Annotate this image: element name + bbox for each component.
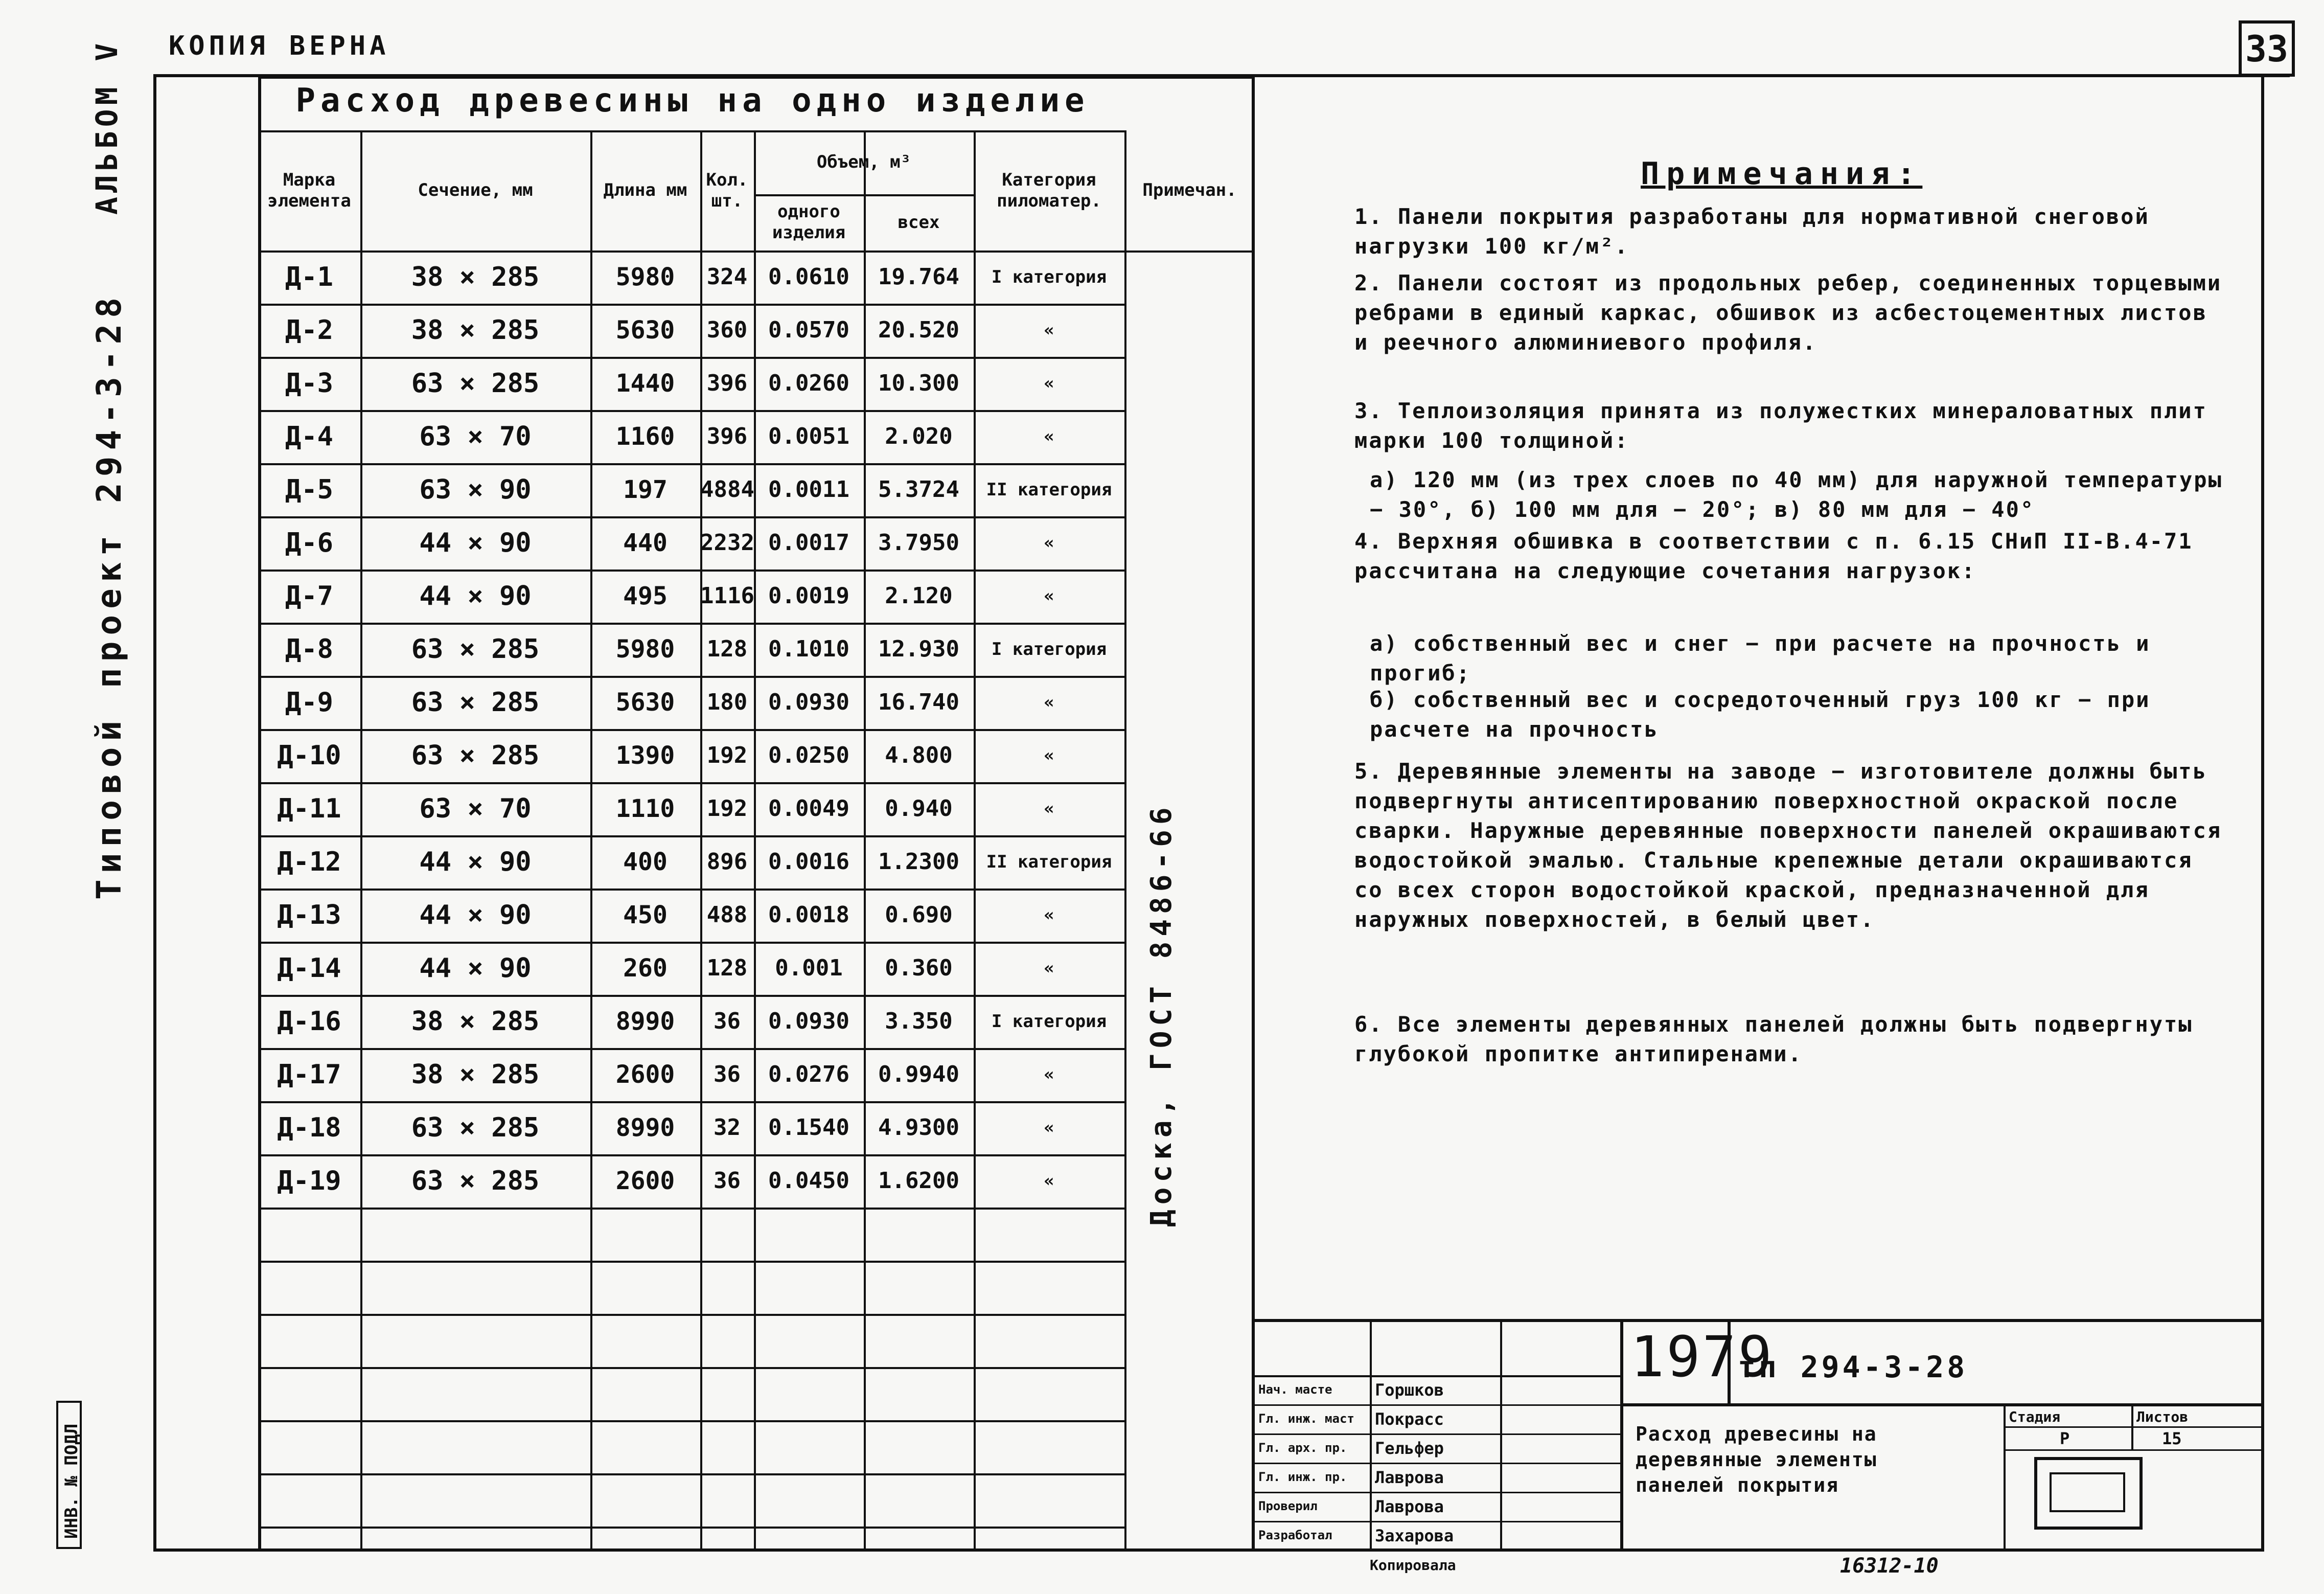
cell-cat: « — [1044, 692, 1054, 713]
cell-mark: Д-18 — [277, 1112, 341, 1143]
stamp-line — [2004, 1449, 2264, 1451]
stamp-role: Гл. арх. пр. — [1258, 1441, 1347, 1455]
cell-section: 38 × 285 — [411, 315, 540, 346]
cell-length: 2600 — [615, 1060, 675, 1089]
cell-vol-all: 0.940 — [885, 795, 953, 822]
stamp-line — [1255, 1463, 1620, 1464]
side-project-label: Типовой проект 294-3-28 — [89, 291, 129, 900]
cell-length: 1440 — [615, 369, 675, 398]
table-header-volume-one: одного изделия — [772, 201, 846, 243]
cell-qty: 396 — [706, 423, 748, 449]
cell-section: 63 × 285 — [411, 634, 540, 665]
cell-length: 197 — [623, 475, 668, 504]
cell-qty: 396 — [706, 370, 748, 396]
cell-length: 5630 — [615, 688, 675, 717]
cell-section: 63 × 285 — [411, 740, 540, 771]
note-item: а) 120 мм (из трех слоев по 40 мм) для наружной температуры − 30°, б) 100 мм для − 20°; в) 80 мм для − 40° — [1370, 467, 2223, 522]
table-header-volume: Объем, м³ — [816, 152, 911, 173]
stamp-line — [2004, 1426, 2264, 1428]
cell-vol-one: 0.0610 — [768, 264, 849, 290]
cell-vol-one: 0.0011 — [768, 476, 849, 503]
gost-note: Доска, ГОСТ 8486-66 — [1145, 802, 1178, 1227]
cell-vol-all: 3.350 — [885, 1008, 953, 1034]
stage-value: Р — [2060, 1429, 2070, 1448]
stamp-role: Проверил — [1258, 1499, 1318, 1513]
cell-mark: Д-8 — [285, 634, 333, 665]
cell-section: 44 × 90 — [419, 953, 532, 984]
cell-vol-one: 0.1540 — [768, 1114, 849, 1141]
cell-mark: Д-9 — [285, 687, 333, 718]
hand-number: 16312-10 — [1840, 1554, 1939, 1578]
cell-vol-all: 4.800 — [885, 742, 953, 768]
cell-vol-one: 0.0016 — [768, 849, 849, 875]
cell-vol-all: 2.120 — [885, 583, 953, 609]
cell-vol-one: 0.0250 — [768, 742, 849, 768]
cell-qty: 488 — [706, 902, 748, 928]
cell-qty: 36 — [714, 1168, 741, 1194]
cell-cat: II категория — [986, 480, 1112, 500]
cell-mark: Д-4 — [285, 421, 333, 452]
cell-length: 5980 — [615, 263, 675, 291]
stamp-role: Нач. масте — [1258, 1382, 1332, 1397]
cell-vol-all: 2.020 — [885, 423, 953, 449]
cell-vol-all: 16.740 — [878, 689, 959, 715]
cell-vol-one: 0.0019 — [768, 583, 849, 609]
cell-length: 450 — [623, 901, 668, 929]
cell-mark: Д-3 — [285, 368, 333, 399]
copied-by: Копировала — [1370, 1557, 1456, 1574]
stamp-line — [1370, 1319, 1372, 1552]
stamp-role: Гл. инж. маст — [1258, 1411, 1354, 1426]
cell-qty: 4884 — [700, 476, 754, 503]
stamp-code: тп 294-3-28 — [1738, 1350, 1968, 1384]
note-item: 1. Панели покрытия разработаны для нормативной снеговой нагрузки 100 кг/м². — [1354, 204, 2150, 259]
cell-length: 400 — [623, 848, 668, 876]
cell-cat: « — [1044, 533, 1054, 553]
cell-length: 5980 — [615, 635, 675, 664]
table-line — [1124, 130, 1126, 1552]
stamp-role: Гл. инж. пр. — [1258, 1470, 1347, 1484]
stamp-year: 1979 — [1630, 1324, 1774, 1390]
stamp-line — [1255, 1433, 1620, 1435]
cell-cat: « — [1044, 1118, 1054, 1138]
cell-qty: 36 — [714, 1008, 741, 1034]
stamp-name: Лаврова — [1375, 1497, 1444, 1516]
cell-section: 63 × 70 — [419, 793, 532, 824]
table-header-section: Сечение, мм — [418, 180, 533, 201]
cell-section: 63 × 285 — [411, 687, 540, 718]
cell-qty: 1116 — [700, 583, 754, 609]
cell-qty: 2232 — [700, 530, 754, 556]
note-item: а) собственный вес и снег − при расчете на прочность и прогиб; — [1370, 631, 2151, 686]
cell-qty: 128 — [706, 636, 748, 662]
stamp-line — [1255, 1550, 1620, 1552]
cell-length: 1390 — [615, 741, 675, 770]
stamp-title: Расход древесины на деревянные элементы панелей покрытия — [1636, 1423, 1877, 1496]
table-line — [258, 1208, 1124, 1210]
note-item: 2. Панели состоят из продольных ребер, соединенных торцевыми ребрами в единый каркас, обшивок из асбестоцементных листов и реечного алюминиевого профиля. — [1354, 270, 2222, 355]
cell-vol-one: 0.0450 — [768, 1168, 849, 1194]
notes-title: Примечания: — [1641, 156, 1923, 192]
cell-length: 2600 — [615, 1167, 675, 1195]
cell-mark: Д-13 — [277, 900, 341, 930]
table-line — [258, 1367, 1124, 1369]
cell-cat: « — [1044, 1064, 1054, 1085]
cell-mark: Д-12 — [277, 847, 341, 877]
note-item: 3. Теплоизоляция принята из полужестких минераловатных плит марки 100 толщиной: — [1354, 398, 2207, 453]
cell-qty: 192 — [706, 795, 748, 822]
table-line — [258, 1527, 1124, 1529]
sheet-value: 15 — [2162, 1429, 2182, 1448]
cell-mark: Д-10 — [277, 740, 341, 771]
copy-mark: КОПИЯ ВЕРНА — [169, 31, 390, 61]
stamp-line — [1500, 1319, 1502, 1552]
cell-section: 38 × 285 — [411, 1006, 540, 1037]
cell-vol-all: 1.6200 — [878, 1168, 959, 1194]
cell-length: 495 — [623, 582, 668, 610]
cell-mark: Д-11 — [277, 793, 341, 824]
cell-cat: « — [1044, 586, 1054, 606]
cell-cat: « — [1044, 1171, 1054, 1191]
stamp-line — [1255, 1492, 1620, 1493]
table-line — [258, 77, 1255, 79]
cell-section: 38 × 285 — [411, 1059, 540, 1090]
note-item: 6. Все элементы деревянных панелей должны быть подвергнуты глубокой пропитке антипиренами. — [1354, 1012, 2193, 1066]
sheet-label: Листов — [2136, 1408, 2189, 1425]
cell-vol-all: 12.930 — [878, 636, 959, 662]
cell-cat: « — [1044, 320, 1054, 340]
table-header-length: Длина мм — [603, 180, 687, 201]
cell-qty: 192 — [706, 742, 748, 768]
stamp-line — [1620, 1403, 2264, 1406]
cell-qty: 128 — [706, 955, 748, 981]
cell-qty: 180 — [706, 689, 748, 715]
cell-length: 5630 — [615, 316, 675, 345]
cell-section: 44 × 90 — [419, 900, 532, 930]
cell-length: 8990 — [615, 1007, 675, 1036]
note-item: 4. Верхняя обшивка в соответствии с п. 6.15 СНиП II-В.4-71 рассчитана на следующие сочетания нагрузок: — [1354, 529, 2193, 583]
cell-vol-all: 1.2300 — [878, 849, 959, 875]
stamp-line — [1620, 1319, 1623, 1552]
cell-vol-one: 0.0260 — [768, 370, 849, 396]
cell-mark: Д-1 — [285, 262, 333, 292]
cell-vol-all: 5.3724 — [878, 476, 959, 503]
side-album-label: АЛЬБОМ V — [89, 39, 124, 215]
stamp-line — [1255, 1375, 1620, 1377]
cell-length: 440 — [623, 529, 668, 557]
table-line — [258, 1473, 1124, 1475]
cell-vol-one: 0.0018 — [768, 902, 849, 928]
cell-mark: Д-6 — [285, 528, 333, 558]
cell-vol-one: 0.0276 — [768, 1061, 849, 1087]
stamp-name: Захарова — [1375, 1526, 1454, 1545]
cell-mark: Д-2 — [285, 315, 333, 346]
cell-length: 1110 — [615, 794, 675, 823]
side-inventory-label: ИНВ. № ПОДЛ — [61, 1423, 82, 1539]
cell-length: 8990 — [615, 1113, 675, 1142]
cell-vol-all: 3.7950 — [878, 530, 959, 556]
table-line — [258, 1314, 1124, 1316]
cell-cat: « — [1044, 745, 1054, 766]
cell-section: 44 × 90 — [419, 528, 532, 558]
cell-section: 63 × 70 — [419, 421, 532, 452]
cell-cat: II категория — [986, 852, 1112, 872]
stamp-role: Разработал — [1258, 1528, 1332, 1542]
cell-cat: I категория — [991, 1011, 1107, 1032]
cell-vol-all: 0.360 — [885, 955, 953, 981]
cell-qty: 360 — [706, 317, 748, 343]
table-header-note: Примечан. — [1142, 180, 1237, 201]
cell-vol-one: 0.001 — [775, 955, 843, 981]
cell-section: 44 × 90 — [419, 847, 532, 877]
stamp-name: Лаврова — [1375, 1468, 1444, 1487]
cell-section: 63 × 90 — [419, 474, 532, 505]
cell-section: 63 × 285 — [411, 1166, 540, 1196]
cell-section: 63 × 285 — [411, 1112, 540, 1143]
cell-cat: « — [1044, 799, 1054, 819]
cell-qty: 32 — [714, 1114, 741, 1141]
cell-mark: Д-17 — [277, 1059, 341, 1090]
cell-cat: « — [1044, 426, 1054, 447]
cell-vol-one: 0.0930 — [768, 689, 849, 715]
cell-qty: 324 — [706, 264, 748, 290]
cell-vol-one: 0.0049 — [768, 795, 849, 822]
table-header-category: Категория пиломатер. — [997, 169, 1101, 211]
cell-cat: I категория — [991, 639, 1107, 659]
stage-label: Стадия — [2009, 1408, 2061, 1425]
table-header-volume-all: всех — [898, 212, 940, 233]
cell-mark: Д-16 — [277, 1006, 341, 1037]
cell-cat: « — [1044, 958, 1054, 978]
note-item: б) собственный вес и сосредоточенный груз 100 кг − при расчете на прочность — [1370, 687, 2151, 742]
cell-cat: « — [1044, 905, 1054, 925]
cell-vol-one: 0.1010 — [768, 636, 849, 662]
stamp-line — [1255, 1319, 2264, 1322]
page-number: 33 — [2239, 20, 2295, 77]
cell-mark: Д-19 — [277, 1166, 341, 1196]
cell-qty: 36 — [714, 1061, 741, 1087]
cell-vol-all: 0.690 — [885, 902, 953, 928]
stamp-name: Покрасс — [1375, 1409, 1444, 1429]
cell-mark: Д-5 — [285, 474, 333, 505]
cell-cat: « — [1044, 373, 1054, 394]
cell-cat: I категория — [991, 267, 1107, 287]
cell-length: 260 — [623, 954, 668, 983]
cell-vol-one: 0.0051 — [768, 423, 849, 449]
cell-vol-all: 4.9300 — [878, 1114, 959, 1141]
cell-mark: Д-14 — [277, 953, 341, 984]
stamp-name: Гельфер — [1375, 1439, 1444, 1458]
stamp-line — [2050, 1472, 2125, 1512]
note-item: 5. Деревянные элементы на заводе − изготовителе должны быть подвергнуты антисептированию поверхностной окраской после сварки. Наружные деревянные поверхности панелей окрашиваются водостойкой эмалью. Стальные крепежные детали окрашиваются со всех сторон водостойкой краской, предназначенной для наружных поверхностей, в белый цвет. — [1354, 759, 2222, 932]
stamp-line — [1255, 1521, 1620, 1522]
table-line — [258, 1420, 1124, 1422]
table-header-mark: Марка элемента — [267, 169, 351, 211]
cell-vol-all: 0.9940 — [878, 1061, 959, 1087]
table-title: Расход древесины на одно изделие — [295, 82, 1090, 120]
stamp-line — [1255, 1404, 1620, 1406]
cell-vol-all: 10.300 — [878, 370, 959, 396]
table-header-qty: Кол. шт. — [706, 169, 748, 211]
stamp-name: Горшков — [1375, 1380, 1444, 1400]
table-line — [258, 1261, 1124, 1263]
cell-section: 38 × 285 — [411, 262, 540, 292]
cell-section: 44 × 90 — [419, 581, 532, 611]
stamp-line — [2004, 1403, 2006, 1552]
cell-vol-all: 20.520 — [878, 317, 959, 343]
cell-qty: 896 — [706, 849, 748, 875]
cell-vol-one: 0.0570 — [768, 317, 849, 343]
cell-vol-one: 0.0930 — [768, 1008, 849, 1034]
cell-length: 1160 — [615, 422, 675, 451]
cell-vol-one: 0.0017 — [768, 530, 849, 556]
cell-mark: Д-7 — [285, 581, 333, 611]
cell-vol-all: 19.764 — [878, 264, 959, 290]
cell-section: 63 × 285 — [411, 368, 540, 399]
